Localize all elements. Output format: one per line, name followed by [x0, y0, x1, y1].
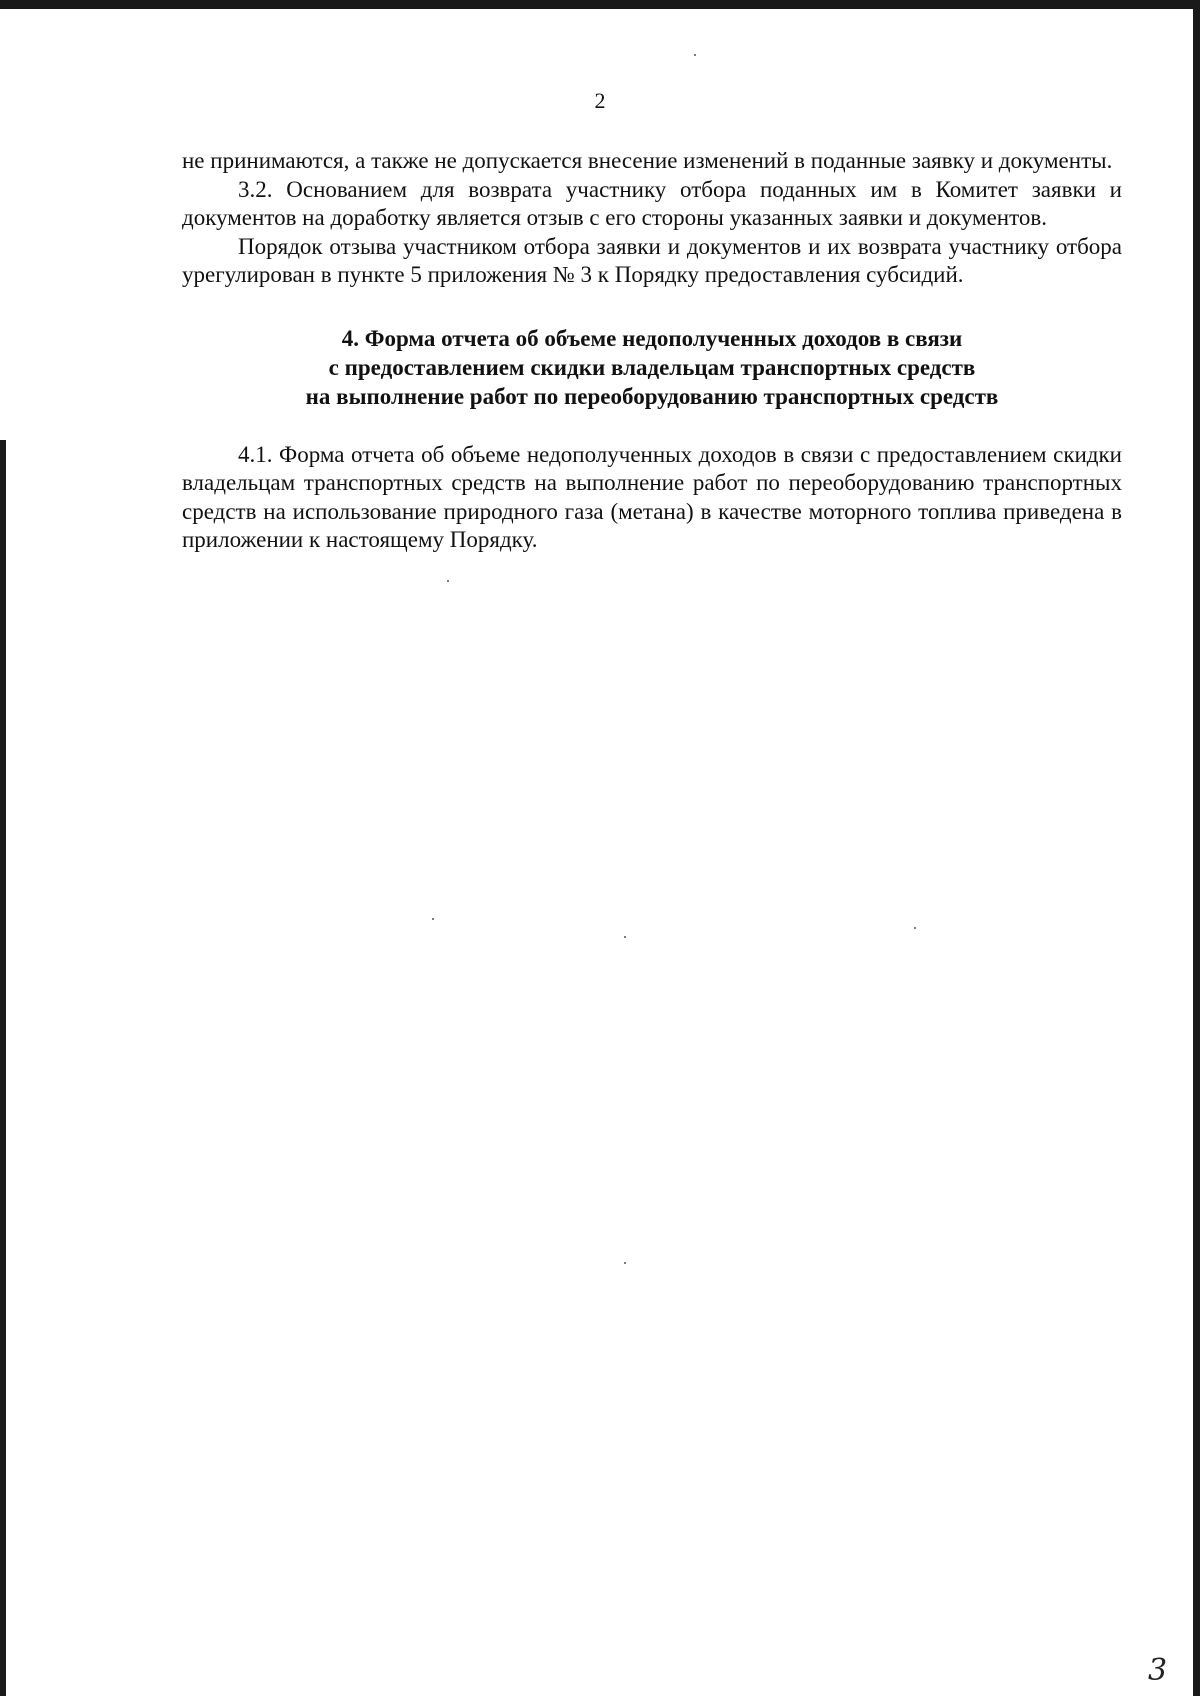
handwritten-page-mark: 3	[1148, 1653, 1168, 1688]
scan-speck	[624, 936, 626, 938]
section-4-heading-line-1: 4. Форма отчета об объеме недополученных доходов в связи	[341, 325, 963, 351]
scan-speck	[694, 54, 696, 56]
scan-speck	[624, 1262, 626, 1264]
scan-left-edge	[0, 440, 6, 1696]
paragraph-3-2: 3.2. Основанием для возврата участнику отбора поданных им в Комитет заявки и документов на доработку является отзыв с его стороны указанных заявки и документов.	[182, 176, 1122, 230]
section-4-heading-line-3: на выполнение работ по переоборудованию транспортных средств	[305, 383, 999, 409]
paragraph-withdrawal-procedure: Порядок отзыва участником отбора заявки и документов и их возврата участнику отбора урегулирован в пункте 5 приложения № 3 к Порядку предоставления субсидий.	[182, 233, 1122, 287]
document-body	[182, 147, 1122, 555]
section-4-heading	[182, 324, 1122, 411]
section-4-heading-line-2: с предоставлением скидки владельцам транспортных средств	[328, 354, 976, 380]
page-number: 2	[594, 88, 606, 113]
scan-speck	[447, 580, 449, 582]
paragraph-continuation: не принимаются, а также не допускается внесение изменений в поданные заявку и документы.	[182, 148, 1113, 173]
scan-top-border	[0, 0, 1200, 9]
scan-speck	[432, 918, 434, 920]
scan-right-border	[1193, 0, 1200, 1696]
scan-speck	[914, 927, 916, 929]
paragraph-4-1: 4.1. Форма отчета об объеме недополученных доходов в связи с предоставлением скидки владельцам транспортных средств на выполнение работ по переоборудованию транспортных средств на использование природного газа (метана) в качестве моторного топлива приведена в приложении к настоящему Порядку.	[182, 441, 1122, 552]
